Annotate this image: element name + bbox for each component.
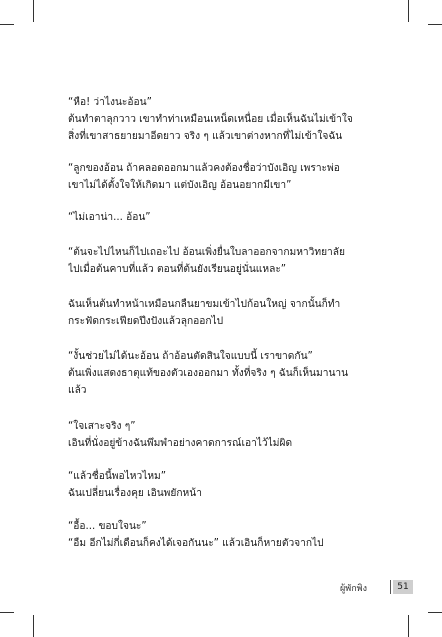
text-line: “ใจเสาะจริง ๆ” (68, 421, 136, 432)
crop-mark-bottom-right-h (428, 612, 442, 613)
page-footer (340, 578, 416, 596)
crop-mark-top-left-h (0, 24, 14, 25)
paragraph-1 (68, 94, 378, 145)
text-line: “ต้นจะไปไหนก็ไปเถอะไป อ้อนเพิ่งยื่นใบลาออกจากมหาวิทยาลัย (68, 247, 345, 258)
page-number: 51 (393, 580, 413, 594)
text-line: ไปเมื่อต้นคาบที่แล้ว ตอนที่ต้นยังเรียนอยู่นั่นแหละ” (68, 264, 287, 275)
text-line: เขาไม่ได้ตั้งใจให้เกิดมา แต่บังเอิญ อ้อนอยากมีเขา” (68, 180, 292, 191)
text-line: “ไม่เอาน่า... อ้อน” (68, 212, 151, 223)
text-line: ต้นทำตาลุกวาว เขาทำท่าเหมือนเหน็ดเหนื่อย เมื่อเห็นฉันไม่เข้าใจ (68, 114, 353, 125)
paragraph-5 (68, 296, 378, 330)
paragraph-4 (68, 244, 378, 278)
text-line: ต้นเพิ่งแสดงธาตุแท้ของตัวเองออกมา ทั้งที่จริง ๆ ฉันก็เห็นมานาน (68, 368, 349, 379)
crop-mark-top-right-h (428, 24, 442, 25)
text-line: “อืม อีกไม่กี่เดือนก็คงได้เจอกันนะ” แล้วเอินก็หายตัวจากไป (68, 538, 324, 549)
paragraph-2 (68, 160, 378, 194)
crop-mark-top-right (408, 0, 409, 22)
paragraph-7 (68, 418, 378, 452)
text-line: “อื้อ... ขอบใจนะ” (68, 521, 147, 532)
crop-mark-bottom-left-h (0, 612, 14, 613)
crop-mark-bottom-right (408, 615, 409, 637)
text-line: กระฟัดกระเฟียดปึงปังแล้วลุกออกไป (68, 316, 224, 327)
footer-divider (390, 580, 391, 594)
text-line: “หือ! ว่าไงนะอ้อน” (68, 97, 152, 108)
text-line: “งั้นช่วยไม่ได้นะอ้อน ถ้าอ้อนตัดสินใจแบบนี้ เราขาดกัน” (68, 351, 313, 362)
paragraph-9 (68, 518, 378, 552)
text-line: แล้ว (68, 385, 87, 396)
text-line: “แล้วชื่อนี้พอไหวไหม” (68, 471, 167, 482)
crop-mark-bottom-left (33, 615, 34, 637)
paragraph-6 (68, 348, 378, 399)
paragraph-3 (68, 209, 378, 226)
text-line: ฉันเปลี่ยนเรื่องคุย เอินพยักหน้า (68, 488, 202, 499)
running-title: ผู้พักพิง (340, 584, 367, 594)
text-line: สิ่งที่เขาสาธยายมาอีดยาว จริง ๆ แล้วเขาต่างหากที่ไม่เข้าใจฉัน (68, 131, 343, 142)
text-line: ฉันเห็นต้นทำหน้าเหมือนกลืนยาขมเข้าไปก้อนใหญ่ จากนั้นก็ทำ (68, 299, 341, 310)
paragraph-8 (68, 468, 378, 502)
text-line: เอินที่นั่งอยู่ข้างฉันพึมพำอย่างคาดการณ์เอาไว้ไม่ผิด (68, 438, 293, 449)
text-line: “ลูกของอ้อน ถ้าคลอดออกมาแล้วคงต้องชื่อว่าบังเอิญ เพราะพ่อ (68, 163, 340, 174)
crop-mark-top-left (33, 0, 34, 22)
